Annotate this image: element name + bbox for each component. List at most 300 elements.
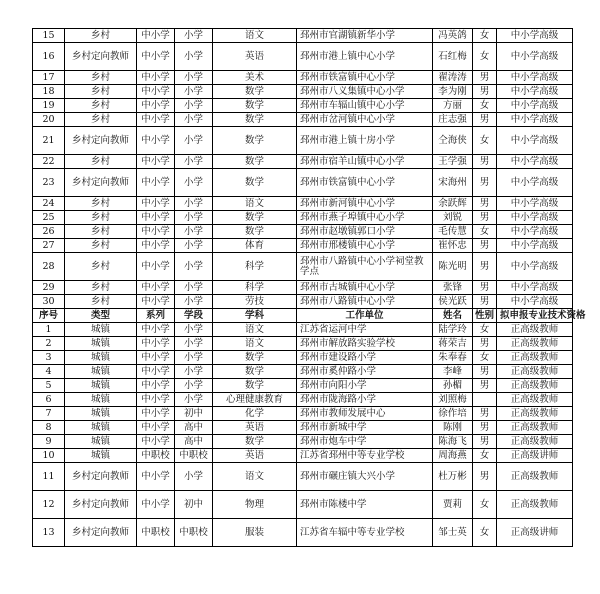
cell-no: 21 [33,127,65,155]
table-row [33,99,573,113]
cell-system: 中小学 [137,197,175,211]
cell-no: 5 [33,379,65,393]
cell-section: 小学 [175,379,213,393]
cell-section: 高中 [175,421,213,435]
cell-unit: 邳州市奚仲路小学 [297,365,433,379]
cell-type: 乡村 [65,71,137,85]
cell-name: 仝海侠 [433,127,473,155]
cell-type: 乡村 [65,29,137,43]
cell-name: 刘锐 [433,211,473,225]
cell-sex: 女 [473,127,497,155]
cell-name: 张锋 [433,281,473,295]
cell-section: 小学 [175,281,213,295]
cell-system: 中小学 [137,253,175,281]
cell-unit: 邳州市铁富镇中心小学 [297,169,433,197]
cell-system: 中小学 [137,407,175,421]
cell-no: 13 [33,519,65,547]
cell-sex: 男 [473,211,497,225]
header-row [33,309,573,323]
cell-name: 徐作培 [433,407,473,421]
table-row [33,337,573,351]
table-row [33,239,573,253]
table-body-top [33,29,573,309]
cell-name: 李为刚 [433,85,473,99]
cell-unit: 邳州市燕子埠镇中心小学 [297,211,433,225]
cell-system: 中小学 [137,295,175,309]
cell-qualification: 中小学高级 [497,295,573,309]
cell-sex [473,393,497,407]
cell-subject: 数学 [213,127,297,155]
table-row [33,365,573,379]
cell-system: 中小学 [137,337,175,351]
cell-section: 小学 [175,323,213,337]
header-name: 姓名 [433,309,473,323]
cell-name: 石红梅 [433,43,473,71]
cell-unit: 邳州市邢楼镇中心小学 [297,239,433,253]
cell-name: 周海燕 [433,449,473,463]
cell-sex: 女 [473,43,497,71]
table-row [33,85,573,99]
table-row [33,393,573,407]
cell-name: 杜万彬 [433,463,473,491]
cell-subject: 数学 [213,379,297,393]
cell-unit: 邳州市赵墩镇郭口小学 [297,225,433,239]
cell-system: 中职校 [137,449,175,463]
cell-sex: 女 [473,491,497,519]
table-row [33,435,573,449]
cell-subject: 数学 [213,99,297,113]
cell-no: 25 [33,211,65,225]
header-qualification: 拟申报专业技术资格 [497,309,573,323]
cell-section: 小学 [175,85,213,99]
cell-type: 乡村定向教师 [65,463,137,491]
table-row [33,407,573,421]
cell-name: 陆学玲 [433,323,473,337]
cell-type: 乡村 [65,113,137,127]
cell-qualification: 中小学高级 [497,155,573,169]
cell-qualification: 中小学高级 [497,99,573,113]
cell-name: 孙楣 [433,379,473,393]
cell-no: 6 [33,393,65,407]
cell-no: 22 [33,155,65,169]
cell-type: 乡村 [65,99,137,113]
cell-type: 城镇 [65,435,137,449]
table-row [33,71,573,85]
cell-sex: 男 [473,281,497,295]
cell-type: 乡村 [65,225,137,239]
cell-unit: 邳州市碾庄镇大兴小学 [297,463,433,491]
cell-qualification: 正高级讲师 [497,519,573,547]
cell-qualification: 正高级教师 [497,421,573,435]
cell-subject: 心理健康教育 [213,393,297,407]
cell-sex: 男 [473,295,497,309]
cell-system: 中小学 [137,211,175,225]
cell-subject: 服装 [213,519,297,547]
cell-section: 小学 [175,393,213,407]
cell-section: 小学 [175,43,213,71]
table-row [33,421,573,435]
cell-section: 小学 [175,211,213,225]
cell-system: 中小学 [137,379,175,393]
cell-unit: 邳州市八路镇中心小学 [297,295,433,309]
header-unit: 工作单位 [297,309,433,323]
cell-type: 城镇 [65,365,137,379]
table-row [33,169,573,197]
table-row [33,281,573,295]
cell-unit: 邳州市新河镇中心小学 [297,197,433,211]
cell-system: 中小学 [137,71,175,85]
header-subject: 学科 [213,309,297,323]
cell-no: 18 [33,85,65,99]
cell-sex: 女 [473,225,497,239]
cell-no: 29 [33,281,65,295]
cell-section: 初中 [175,407,213,421]
cell-section: 小学 [175,337,213,351]
cell-name: 毛传慧 [433,225,473,239]
table-row [33,449,573,463]
cell-subject: 数学 [213,225,297,239]
cell-name: 庄志强 [433,113,473,127]
cell-name: 方丽 [433,99,473,113]
cell-name: 王学强 [433,155,473,169]
cell-type: 乡村 [65,155,137,169]
cell-section: 小学 [175,113,213,127]
cell-type: 城镇 [65,421,137,435]
cell-system: 中小学 [137,323,175,337]
header-system: 系列 [137,309,175,323]
cell-unit: 邳州市港上镇中心小学 [297,43,433,71]
cell-section: 小学 [175,225,213,239]
cell-name: 宋海州 [433,169,473,197]
cell-qualification: 正高级教师 [497,379,573,393]
cell-unit: 邳州市宿羊山镇中心小学 [297,155,433,169]
cell-subject: 数学 [213,351,297,365]
cell-system: 中小学 [137,435,175,449]
table-row [33,491,573,519]
cell-qualification: 中小学高级 [497,239,573,253]
cell-name: 翟涛涛 [433,71,473,85]
cell-subject: 美术 [213,71,297,85]
cell-section: 小学 [175,253,213,281]
cell-type: 乡村 [65,281,137,295]
cell-unit: 邳州市陇海路小学 [297,393,433,407]
cell-subject: 数学 [213,435,297,449]
cell-unit: 邳州市港上镇十房小学 [297,127,433,155]
cell-subject: 数学 [213,155,297,169]
cell-subject: 化学 [213,407,297,421]
cell-type: 乡村 [65,85,137,99]
table-row [33,211,573,225]
cell-no: 11 [33,463,65,491]
cell-section: 高中 [175,435,213,449]
cell-type: 乡村 [65,253,137,281]
cell-no: 2 [33,337,65,351]
cell-unit: 邳州市岔河镇中心小学 [297,113,433,127]
header-no: 序号 [33,309,65,323]
cell-qualification: 中小学高级 [497,29,573,43]
cell-subject: 语文 [213,337,297,351]
cell-no: 19 [33,99,65,113]
cell-type: 乡村定向教师 [65,519,137,547]
cell-sex: 男 [473,463,497,491]
cell-system: 中职校 [137,519,175,547]
cell-section: 小学 [175,295,213,309]
cell-no: 12 [33,491,65,519]
cell-name: 蒋荣吉 [433,337,473,351]
cell-system: 中小学 [137,421,175,435]
header-type: 类型 [65,309,137,323]
cell-type: 乡村 [65,197,137,211]
cell-name: 陈光明 [433,253,473,281]
cell-subject: 语文 [213,197,297,211]
header-section: 学段 [175,309,213,323]
cell-section: 小学 [175,239,213,253]
cell-subject: 数学 [213,113,297,127]
cell-no: 3 [33,351,65,365]
cell-subject: 数学 [213,85,297,99]
cell-sex: 女 [473,99,497,113]
cell-qualification: 中小学高级 [497,169,573,197]
cell-system: 中小学 [137,85,175,99]
cell-subject: 语文 [213,29,297,43]
cell-sex: 女 [473,449,497,463]
cell-qualification: 正高级教师 [497,435,573,449]
table-row [33,155,573,169]
cell-type: 城镇 [65,337,137,351]
cell-system: 中小学 [137,393,175,407]
header-sex: 性别 [473,309,497,323]
cell-no: 1 [33,323,65,337]
cell-section: 小学 [175,99,213,113]
cell-qualification: 中小学高级 [497,197,573,211]
cell-sex: 男 [473,155,497,169]
cell-no: 23 [33,169,65,197]
cell-no: 26 [33,225,65,239]
cell-section: 小学 [175,169,213,197]
cell-qualification: 中小学高级 [497,71,573,85]
table-row [33,225,573,239]
cell-system: 中小学 [137,225,175,239]
table-row [33,463,573,491]
cell-system: 中小学 [137,281,175,295]
cell-unit: 邳州市古城镇中心小学 [297,281,433,295]
cell-subject: 科学 [213,281,297,295]
cell-name: 崔怀忠 [433,239,473,253]
cell-no: 15 [33,29,65,43]
cell-qualification: 正高级讲师 [497,449,573,463]
cell-name: 余跃辉 [433,197,473,211]
cell-unit: 邳州市炮车中学 [297,435,433,449]
cell-subject: 数学 [213,211,297,225]
cell-qualification: 中小学高级 [497,43,573,71]
cell-system: 中小学 [137,365,175,379]
cell-subject: 体育 [213,239,297,253]
cell-sex: 男 [473,85,497,99]
cell-unit: 邳州市新城中学 [297,421,433,435]
cell-sex: 女 [473,323,497,337]
cell-qualification: 中小学高级 [497,281,573,295]
cell-qualification: 中小学高级 [497,211,573,225]
cell-name: 邹士英 [433,519,473,547]
cell-type: 乡村定向教师 [65,169,137,197]
cell-unit: 邳州市官湖镇新华小学 [297,29,433,43]
cell-sex: 女 [473,351,497,365]
cell-qualification: 正高级教师 [497,463,573,491]
table-row [33,519,573,547]
cell-name: 冯英鸽 [433,29,473,43]
table-row [33,351,573,365]
table-row [33,253,573,281]
cell-qualification: 正高级教师 [497,337,573,351]
cell-system: 中小学 [137,239,175,253]
cell-unit: 邳州市八路镇中心小学祠堂教学点 [297,253,433,281]
cell-unit: 邳州市陈楼中学 [297,491,433,519]
cell-sex: 男 [473,407,497,421]
cell-sex: 男 [473,365,497,379]
cell-type: 城镇 [65,407,137,421]
cell-sex: 男 [473,379,497,393]
cell-subject: 英语 [213,43,297,71]
cell-qualification: 正高级教师 [497,323,573,337]
cell-sex: 女 [473,519,497,547]
cell-unit: 江苏省车辐中等专业学校 [297,519,433,547]
cell-section: 中职校 [175,449,213,463]
table-row [33,323,573,337]
table-row [33,127,573,155]
cell-unit: 邳州市车辐山镇中心小学 [297,99,433,113]
cell-type: 城镇 [65,323,137,337]
cell-subject: 科学 [213,253,297,281]
cell-unit: 邳州市铁富镇中心小学 [297,71,433,85]
cell-type: 城镇 [65,379,137,393]
cell-qualification: 中小学高级 [497,253,573,281]
cell-name: 朱奉春 [433,351,473,365]
cell-subject: 物理 [213,491,297,519]
cell-unit: 江苏省运河中学 [297,323,433,337]
cell-section: 小学 [175,197,213,211]
cell-subject: 劳技 [213,295,297,309]
cell-name: 侯光跃 [433,295,473,309]
cell-name: 陈海飞 [433,435,473,449]
cell-name: 李峰 [433,365,473,379]
cell-sex: 男 [473,435,497,449]
table-body-bottom [33,323,573,547]
cell-section: 小学 [175,29,213,43]
table-header [33,309,586,323]
cell-qualification: 正高级教师 [497,351,573,365]
cell-section: 小学 [175,155,213,169]
cell-sex: 男 [473,197,497,211]
cell-system: 中小学 [137,491,175,519]
cell-system: 中小学 [137,99,175,113]
cell-sex: 男 [473,421,497,435]
cell-name: 陈刚 [433,421,473,435]
table-row [33,197,573,211]
cell-sex: 女 [473,29,497,43]
cell-type: 乡村 [65,239,137,253]
cell-sex: 男 [473,253,497,281]
cell-type: 乡村定向教师 [65,127,137,155]
cell-qualification: 正高级教师 [497,407,573,421]
cell-sex: 男 [473,113,497,127]
table-row [33,113,573,127]
cell-subject: 英语 [213,449,297,463]
qualification-table [32,28,586,547]
cell-no: 28 [33,253,65,281]
cell-unit: 邳州市向阳小学 [297,379,433,393]
cell-unit: 邳州市解放路实验学校 [297,337,433,351]
table-row [33,295,573,309]
cell-name: 刘照梅 [433,393,473,407]
cell-type: 城镇 [65,393,137,407]
cell-no: 8 [33,421,65,435]
table-row [33,379,573,393]
cell-sex: 男 [473,337,497,351]
cell-qualification: 中小学高级 [497,127,573,155]
cell-unit: 邳州市教师发展中心 [297,407,433,421]
cell-sex: 男 [473,239,497,253]
cell-name: 贾莉 [433,491,473,519]
cell-qualification: 正高级教师 [497,365,573,379]
cell-section: 小学 [175,351,213,365]
cell-system: 中小学 [137,43,175,71]
cell-system: 中小学 [137,127,175,155]
cell-system: 中小学 [137,169,175,197]
cell-no: 20 [33,113,65,127]
cell-no: 10 [33,449,65,463]
cell-qualification: 中小学高级 [497,113,573,127]
cell-section: 小学 [175,463,213,491]
cell-system: 中小学 [137,463,175,491]
cell-type: 乡村 [65,211,137,225]
cell-system: 中小学 [137,113,175,127]
table-row [33,43,573,71]
cell-no: 27 [33,239,65,253]
cell-section: 中职校 [175,519,213,547]
cell-no: 17 [33,71,65,85]
cell-no: 30 [33,295,65,309]
cell-no: 9 [33,435,65,449]
cell-subject: 语文 [213,463,297,491]
cell-qualification: 正高级教师 [497,393,573,407]
cell-system: 中小学 [137,155,175,169]
cell-qualification: 中小学高级 [497,85,573,99]
cell-unit: 邳州市建设路小学 [297,351,433,365]
cell-system: 中小学 [137,351,175,365]
cell-no: 16 [33,43,65,71]
cell-system: 中小学 [137,29,175,43]
cell-unit: 江苏省邳州中等专业学校 [297,449,433,463]
cell-sex: 男 [473,169,497,197]
cell-subject: 数学 [213,365,297,379]
cell-no: 4 [33,365,65,379]
cell-subject: 英语 [213,421,297,435]
cell-qualification: 中小学高级 [497,225,573,239]
document-page [32,28,586,547]
cell-type: 乡村定向教师 [65,491,137,519]
cell-qualification: 正高级教师 [497,491,573,519]
cell-section: 小学 [175,127,213,155]
cell-type: 乡村 [65,295,137,309]
cell-section: 小学 [175,365,213,379]
cell-subject: 语文 [213,323,297,337]
cell-section: 小学 [175,71,213,85]
cell-type: 城镇 [65,351,137,365]
cell-subject: 数学 [213,169,297,197]
cell-unit: 邳州市八义集镇中心小学 [297,85,433,99]
table-row [33,29,573,43]
cell-type: 乡村定向教师 [65,43,137,71]
